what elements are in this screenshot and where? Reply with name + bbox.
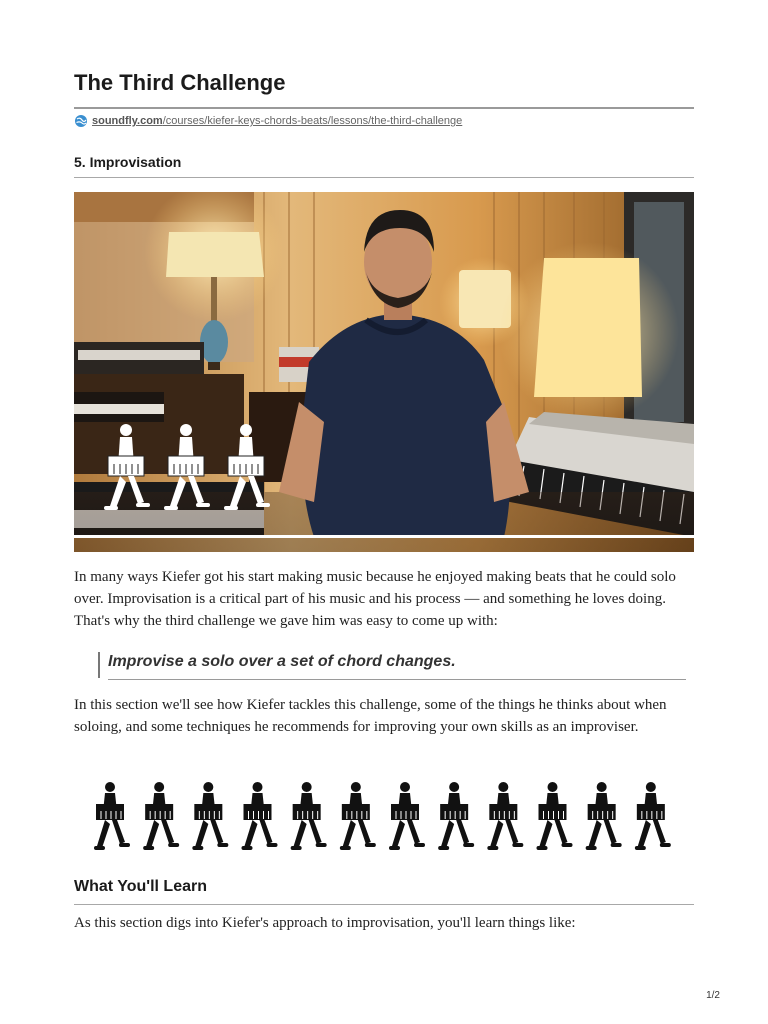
walker-silhouette-icon <box>635 782 671 850</box>
walker-silhouette-icon <box>586 782 622 850</box>
walker-silhouette-icon <box>487 782 523 850</box>
source-path: /courses/kiefer-keys-chords-beats/lessons/the-third-challenge <box>162 115 463 127</box>
title-divider <box>74 107 694 109</box>
page-title: The Third Challenge <box>74 70 286 95</box>
section-divider <box>74 177 694 178</box>
quote-divider <box>108 679 686 680</box>
walker-silhouette-icon <box>438 782 474 850</box>
walker-row-illustration <box>90 780 680 852</box>
learn-paragraph: As this section digs into Kiefer's approach to improvisation, you'll learn things like: <box>74 915 576 931</box>
source-url[interactable] <box>92 115 462 127</box>
walker-silhouette-icon <box>291 782 327 850</box>
source-link[interactable] <box>74 114 462 128</box>
walker-silhouette-icon <box>340 782 376 850</box>
walker-silhouette-icon <box>537 782 573 850</box>
section-heading: 5. Improvisation <box>74 154 182 170</box>
subheading: What You'll Learn <box>74 878 207 895</box>
walker-silhouette-icon <box>242 782 278 850</box>
walker-silhouette-icon <box>143 782 179 850</box>
walker-silhouette-icon <box>389 782 425 850</box>
walker-silhouette-icon <box>192 782 228 850</box>
section-paragraph: In this section we'll see how Kiefer tackles this challenge, some of the things he thinks about when soloing, and some techniques he recommends for improving your own skills as an improviser. <box>74 697 667 735</box>
intro-paragraph: In many ways Kiefer got his start making music because he enjoyed making beats that he could solo over. Improvisation is a critical part of his music and his process — and something he loves doing. That's why the third challenge we gave him was easy to come up with: <box>74 569 676 629</box>
challenge-quote-text: Improvise a solo over a set of chord changes. <box>108 653 456 670</box>
subheading-divider <box>74 904 694 905</box>
source-domain: soundfly.com <box>92 115 163 127</box>
soundfly-logo-icon <box>74 114 88 128</box>
page-number: 1/2 <box>706 990 720 1001</box>
hero-image <box>74 192 694 552</box>
challenge-quote <box>98 652 696 678</box>
walker-silhouette-icon <box>94 782 130 850</box>
